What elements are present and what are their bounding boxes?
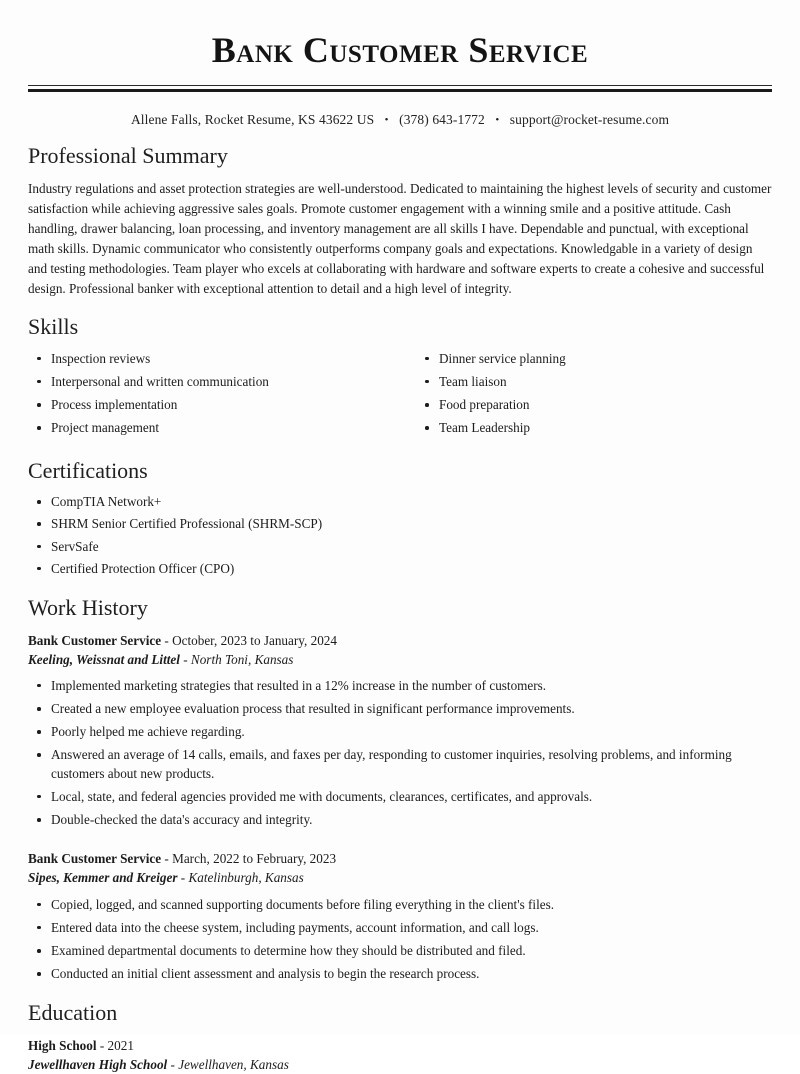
section-education — [28, 999, 772, 1074]
job-company-line — [28, 868, 772, 887]
list-item: Created a new employee evaluation process that resulted in significant performance improvements. — [28, 700, 772, 718]
section-heading-certifications: Certifications — [28, 457, 148, 483]
section-skills — [28, 313, 772, 442]
section-certifications — [28, 457, 772, 578]
list-item: Implemented marketing strategies that resulted in a 12% increase in the number of customers. — [28, 677, 772, 695]
education-school-line — [28, 1055, 772, 1074]
contact-phone: (378) 643-1772 — [399, 112, 485, 128]
job-dates: October, 2023 to January, 2024 — [172, 632, 337, 648]
section-heading-work-history: Work History — [28, 595, 148, 621]
contact-address: Allene Falls, Rocket Resume, KS 43622 US — [130, 112, 375, 128]
job-dates: March, 2022 to February, 2023 — [172, 851, 337, 867]
section-heading-summary: Professional Summary — [28, 143, 228, 169]
summary-paragraph: Industry regulations and asset protection strategies are well-understood. Dedicated to maintaining the highest levels of security and customer satisfaction while achieving aggressive sales goals. Promote customer engagement with a winning smile and a positive attitude. Cash handling, drawer balancing, loan processing, and inventory management are all skills I have. Dependable and punctual, with exceptional math skills. Dynamic communicator who consistently outperforms company goals and expectations. Knowledgable in a variety of design and testing methodologies. Team player who excels at collaborating with hardware and software experts to create a cohesive and successful design. Professional banker with exceptional attention to detail and a high level of integrity. — [28, 180, 772, 297]
education-school: Jewellhaven High School — [28, 1057, 168, 1073]
contact-separator-icon: • — [384, 114, 389, 127]
section-heading-skills: Skills — [28, 314, 79, 340]
job-bullets — [28, 896, 772, 984]
list-item: ServSafe — [28, 538, 772, 556]
job-company-line — [28, 650, 772, 669]
list-item: Copied, logged, and scanned supporting documents before filing everything in the client's files. — [28, 896, 772, 914]
work-history-entry — [28, 849, 772, 983]
job-dash: - — [164, 632, 169, 648]
education-degree: High School — [28, 1037, 97, 1053]
section-heading-education: Education — [28, 1000, 118, 1026]
skills-column-right — [400, 350, 772, 443]
job-dash: - — [164, 851, 169, 867]
list-item: CompTIA Network+ — [28, 493, 772, 511]
job-location: North Toni, Kansas — [190, 651, 294, 667]
job-title-line — [28, 631, 772, 650]
list-item: Team liaison — [416, 373, 772, 391]
page-title: Bank Customer Service — [211, 30, 589, 70]
list-item: Answered an average of 14 calls, emails, and faxes per day, responding to customer inquiries, resolving problems, and informing customers about new products. — [28, 746, 772, 782]
job-role: Bank Customer Service — [28, 632, 162, 648]
list-item: SHRM Senior Certified Professional (SHRM-SCP) — [28, 515, 772, 533]
job-bullets — [28, 677, 772, 830]
certifications-list — [28, 493, 772, 578]
education-location: Jewellhaven, Kansas — [178, 1057, 289, 1073]
list-item: Process implementation — [28, 396, 400, 414]
work-history-entry — [28, 631, 772, 830]
list-item: Food preparation — [416, 396, 772, 414]
skills-grid — [28, 350, 772, 443]
list-item: Poorly helped me achieve regarding. — [28, 723, 772, 741]
education-year: 2021 — [107, 1037, 134, 1053]
contact-info — [28, 112, 772, 128]
skills-list-left — [28, 350, 400, 438]
contact-separator-icon: • — [495, 114, 500, 127]
list-item: Local, state, and federal agencies provided me with documents, clearances, certificates, and approvals. — [28, 788, 772, 806]
section-professional-summary — [28, 142, 772, 299]
list-item: Entered data into the cheese system, including payments, account information, and call logs. — [28, 919, 772, 937]
list-item: Dinner service planning — [416, 350, 772, 368]
job-location: Katelinburgh, Kansas — [188, 870, 304, 886]
job-role: Bank Customer Service — [28, 851, 162, 867]
skills-column-left — [28, 350, 400, 443]
education-degree-line — [28, 1036, 772, 1055]
job-company: Keeling, Weissnat and Littel — [28, 651, 180, 667]
header-divider — [28, 85, 772, 92]
list-item: Examined departmental documents to determine how they should be distributed and filed. — [28, 942, 772, 960]
list-item: Double-checked the data's accuracy and integrity. — [28, 811, 772, 829]
divider-thick-line — [28, 89, 772, 92]
section-work-history — [28, 594, 772, 983]
skills-list-right — [416, 350, 772, 438]
list-item: Interpersonal and written communication — [28, 373, 400, 391]
job-company: Sipes, Kemmer and Kreiger — [28, 870, 178, 886]
contact-email: support@rocket-resume.com — [509, 112, 670, 128]
job-dash: - — [180, 870, 186, 886]
list-item: Inspection reviews — [28, 350, 400, 368]
job-dash: - — [183, 651, 188, 667]
list-item: Team Leadership — [416, 419, 772, 437]
job-title-line — [28, 849, 772, 868]
list-item: Project management — [28, 419, 400, 437]
education-dash: - — [99, 1037, 105, 1053]
education-dash: - — [170, 1057, 175, 1073]
education-entry — [28, 1036, 772, 1074]
list-item: Conducted an initial client assessment and analysis to begin the research process. — [28, 965, 772, 983]
list-item: Certified Protection Officer (CPO) — [28, 560, 772, 578]
